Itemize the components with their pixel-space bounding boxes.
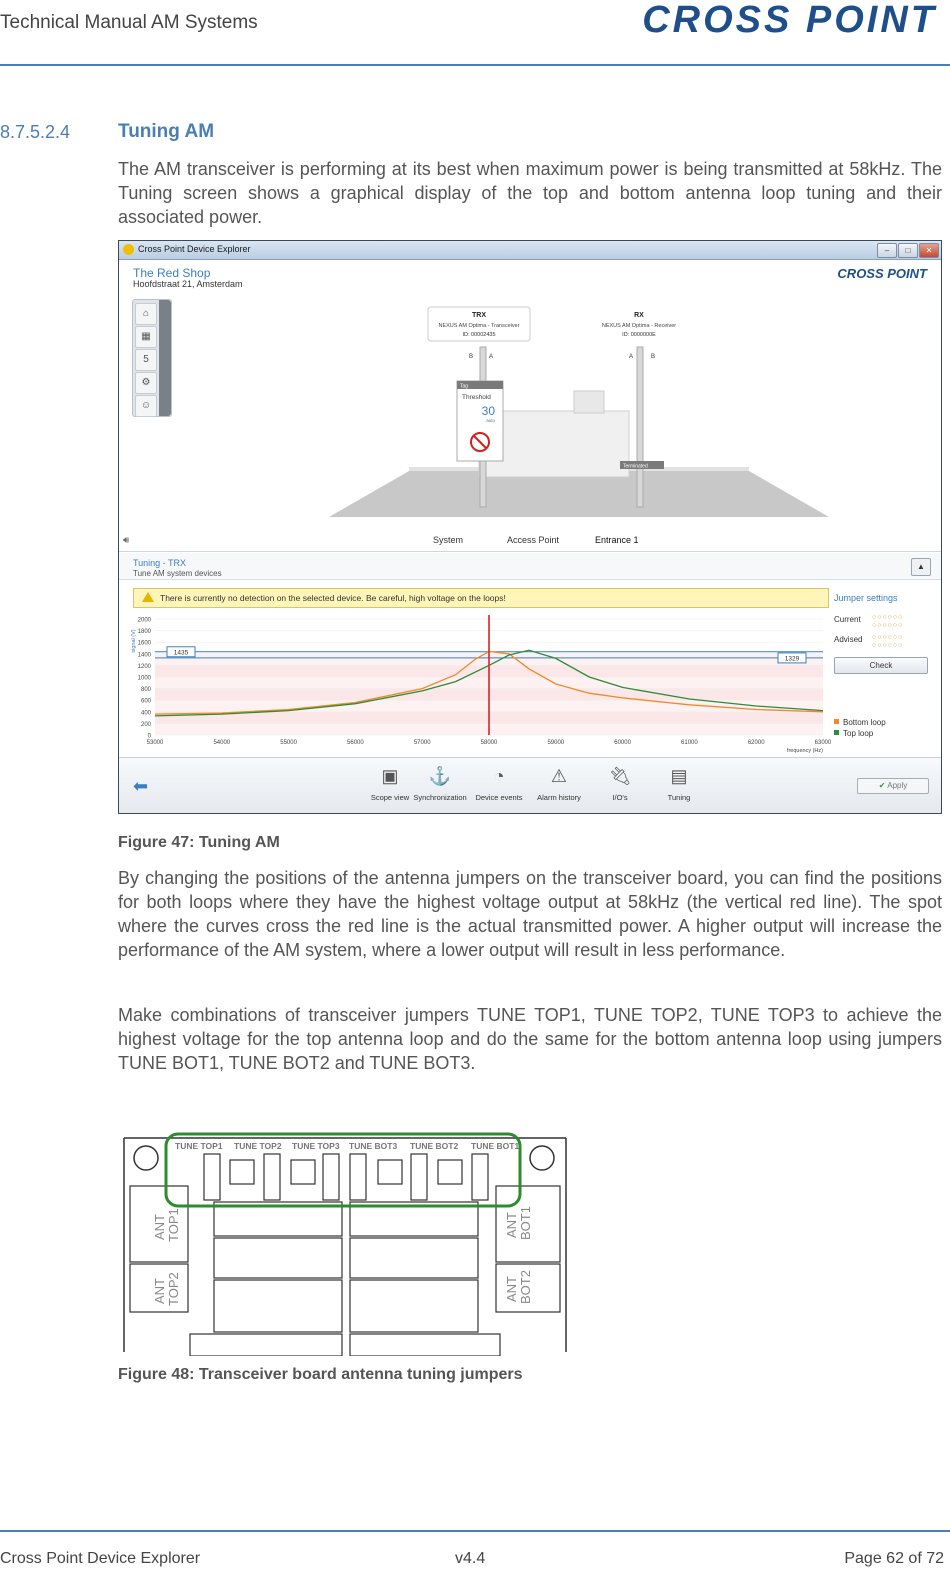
tuning-button[interactable]: ▤ Tuning <box>667 766 691 802</box>
svg-text:Terminated: Terminated <box>623 463 648 470</box>
ant-bot1-label-a: ANT <box>504 1212 519 1238</box>
home-icon[interactable]: ⌂ <box>135 303 157 325</box>
rx-antenna <box>637 347 643 507</box>
tuning-panel-header <box>119 553 941 580</box>
pad-4 <box>438 1160 462 1184</box>
y-tick-label: 1800 <box>137 629 151 636</box>
apply-button[interactable]: ✔ Apply <box>857 778 929 794</box>
x-tick-label: 60000 <box>614 740 631 746</box>
ant-top1-label-b: TOP1 <box>166 1208 181 1242</box>
svg-text:ID: 00002435: ID: 00002435 <box>462 332 496 338</box>
legend-top-loop: Top loop <box>834 728 886 739</box>
x-tick-label: 53000 <box>146 740 164 746</box>
close-button[interactable]: ✕ <box>919 243 939 258</box>
device-scene <box>319 301 839 521</box>
synchronization-button[interactable]: ⚓ Synchronization <box>413 766 467 802</box>
tuning-chart <box>119 613 831 763</box>
shop-address: Hoofdstraat 21, Amsterdam <box>133 279 243 289</box>
app-icon <box>123 244 134 255</box>
x-tick-label: 61000 <box>681 740 698 746</box>
jumper-label-top1: TUNE TOP1 <box>175 1141 223 1151</box>
svg-text:B: B <box>651 354 656 360</box>
check-button[interactable]: Check <box>834 657 928 674</box>
x-tick-label: 58000 <box>480 740 498 746</box>
advised-jumper-dots: ○○○○○○ ○○○○○○ <box>872 634 904 649</box>
nav-access-point[interactable]: Access Point <box>507 535 560 545</box>
reference-label-bottom: 1329 <box>784 655 800 663</box>
settings-icon[interactable]: ⚙ <box>135 372 157 394</box>
component-6 <box>350 1280 478 1332</box>
apply-check-icon: ✔ <box>878 781 886 790</box>
jumper-bot1 <box>472 1154 488 1200</box>
svg-text:Threshold: Threshold <box>462 394 491 401</box>
y-tick-label: 400 <box>140 710 151 717</box>
component-5 <box>350 1238 478 1278</box>
svg-text:TRX: TRX <box>472 312 486 319</box>
x-tick-label: 57000 <box>413 740 431 746</box>
footer-page: Page 62 of 72 <box>844 1550 944 1567</box>
jumper-title: Jumper settings <box>834 593 898 603</box>
scope-view-button[interactable]: ▣ Scope view <box>370 766 410 802</box>
svg-text:NEXUS AM Optima - Transceiver: NEXUS AM Optima - Transceiver <box>438 323 520 329</box>
toolbar-tab[interactable] <box>159 300 171 416</box>
svg-text:A: A <box>629 354 634 360</box>
register <box>574 391 604 413</box>
pad-1 <box>230 1160 254 1184</box>
current-jumper-dots: ○○○○○○ ○○○○○○ <box>872 614 904 629</box>
header-rule <box>0 64 950 66</box>
jumper-top2 <box>264 1154 280 1200</box>
explain-paragraph: By changing the positions of the antenna jumpers on the transceiver board, you can find the positions for both loops where they have the highest voltage output at 58kHz (the vertical red line). The spot where the curves cross the red line is the actual transmitted power. A higher output will increase the performance of the AM system, where a lower output will result in less performance. <box>118 868 942 960</box>
ant-bot2-label-b: BOT2 <box>518 1270 533 1304</box>
maximize-button[interactable]: □ <box>898 243 918 258</box>
scope-icon: ▣ <box>381 766 399 786</box>
mounting-hole-right <box>530 1146 554 1170</box>
jumper-label-top2: TUNE TOP2 <box>234 1141 282 1151</box>
jumper-current-label: Current <box>834 615 861 624</box>
side-toolbar <box>132 299 172 417</box>
ant-top2-label-b: TOP2 <box>166 1272 181 1306</box>
section-title: Tuning AM <box>118 121 215 142</box>
header-title: Technical Manual AM Systems <box>0 12 258 33</box>
component-3 <box>214 1280 342 1332</box>
bottom-toolbar <box>119 757 941 814</box>
jumper-top3 <box>323 1154 339 1200</box>
svg-text:NEXUS AM Optima - Receiver: NEXUS AM Optima - Receiver <box>601 323 677 329</box>
y-axis-label: signal (V) <box>131 629 137 653</box>
svg-text:A: A <box>489 354 494 360</box>
numbering-icon[interactable]: 5 <box>135 349 157 371</box>
nav-system[interactable]: System <box>433 535 464 545</box>
ant-top2-label-a: ANT <box>152 1278 167 1304</box>
plug-icon: 🔌︎ <box>608 766 632 786</box>
svg-text:B: B <box>469 354 474 360</box>
svg-text:ID: 0000000E: ID: 0000000E <box>622 332 656 338</box>
jumper-advised-label: Advised <box>834 635 863 644</box>
breadcrumb-nav <box>119 529 941 552</box>
floor <box>329 471 829 517</box>
warning-icon <box>142 592 154 602</box>
y-tick-label: 0 <box>147 733 151 740</box>
figure-47-caption: Figure 47: Tuning AM <box>118 834 280 851</box>
x-tick-label: 62000 <box>747 740 765 746</box>
svg-text:auto: auto <box>486 418 495 423</box>
ant-bot1-label-b: BOT1 <box>518 1206 533 1240</box>
figure-48-caption: Figure 48: Transceiver board antenna tuning jumpers <box>118 1366 523 1383</box>
back-arrow-icon[interactable]: ⬅ <box>133 776 149 796</box>
jumper-label-top3: TUNE TOP3 <box>292 1141 340 1151</box>
pad-3 <box>378 1160 402 1184</box>
events-icon: ◔ <box>493 766 505 786</box>
svg-text:CROSS POINT: CROSS POINT <box>837 266 927 281</box>
chart-legend <box>834 717 886 739</box>
y-tick-label: 1200 <box>137 663 151 670</box>
x-tick-label: 59000 <box>547 740 565 746</box>
connector-1 <box>190 1334 342 1356</box>
mounting-hole-left <box>134 1146 158 1170</box>
jumper-label-bot3: TUNE BOT3 <box>349 1141 398 1151</box>
connector-2 <box>350 1334 500 1356</box>
transceiver-board-diagram <box>118 1130 578 1356</box>
alarm-icon: ⚠ <box>550 766 568 786</box>
jumper-bot2 <box>411 1154 427 1200</box>
logo-text: CROSS POINT <box>642 0 937 40</box>
component-2 <box>214 1238 342 1278</box>
jumper-settings <box>834 593 934 733</box>
section-number: 8.7.5.2.4 <box>0 122 71 142</box>
y-tick-label: 200 <box>140 721 151 728</box>
cross-point-logo <box>612 0 942 40</box>
x-tick-label: 54000 <box>213 740 231 746</box>
jumper-bot3 <box>350 1154 366 1200</box>
intro-paragraph: The AM transceiver is performing at its best when maximum power is being transmitted at 58kHz. The Tuning screen shows a graphical display of the top and bottom antenna loop tuning and their associated power. <box>118 159 942 227</box>
footer-left: Cross Point Device Explorer <box>0 1550 201 1567</box>
combos-paragraph: Make combinations of transceiver jumpers TUNE TOP1, TUNE TOP2, TUNE TOP3 to achieve the highest voltage for the top antenna loop and do the same for the bottom antenna loop using jumpers TUNE BOT1, TUNE BOT2 and TUNE BOT3. <box>118 1005 942 1073</box>
anchor-icon: ⚓ <box>428 766 452 786</box>
tuning-screenshot <box>118 240 942 814</box>
x-tick-label: 55000 <box>280 740 297 746</box>
y-tick-label: 600 <box>140 698 151 705</box>
y-tick-label: 1000 <box>137 675 151 682</box>
device-events-button[interactable]: ◔ Device events <box>475 766 523 802</box>
tuning-icon: ▤ <box>670 766 688 786</box>
y-tick-label: 1400 <box>137 652 151 659</box>
devices-icon[interactable]: ▦ <box>135 326 157 348</box>
footer-rule <box>0 1530 950 1532</box>
ant-top1-label-a: ANT <box>152 1214 167 1240</box>
panel-subtitle: Tune AM system devices <box>133 569 222 578</box>
minimize-button[interactable]: – <box>877 243 897 258</box>
io-button[interactable]: 🔌︎ I/O's <box>608 766 632 802</box>
warning-text: There is currently no detection on the selected device. Be careful, high voltage on the loops! <box>160 593 506 603</box>
user-icon[interactable]: ☺ <box>135 395 157 417</box>
collapse-button[interactable]: ▲ <box>911 558 931 576</box>
ant-bot2-label-a: ANT <box>504 1276 519 1302</box>
app-logo <box>819 265 929 281</box>
legend-bottom-loop: Bottom loop <box>834 717 886 728</box>
footer-version: v4.4 <box>455 1550 486 1567</box>
window-title: Cross Point Device Explorer <box>138 244 251 254</box>
window-titlebar <box>119 241 941 260</box>
y-tick-label: 800 <box>140 687 151 694</box>
jumper-label-bot1: TUNE BOT1 <box>471 1141 520 1151</box>
svg-text:RX: RX <box>634 312 644 319</box>
nav-entrance[interactable]: Entrance 1 <box>595 535 639 545</box>
jumper-top1 <box>204 1154 220 1200</box>
alarm-history-button[interactable]: ⚠ Alarm history <box>537 766 581 802</box>
warning-banner <box>133 588 829 608</box>
x-tick-label: 63000 <box>814 740 831 746</box>
y-tick-label: 1600 <box>137 640 151 647</box>
reference-label-top: 1435 <box>173 649 189 657</box>
speaker-icon[interactable]: 🔊︎ <box>123 535 130 546</box>
y-tick-label: 2000 <box>137 617 151 624</box>
jumper-label-bot2: TUNE BOT2 <box>410 1141 459 1151</box>
x-tick-label: 56000 <box>347 740 364 746</box>
panel-title: Tuning - TRX <box>133 558 187 568</box>
svg-text:30: 30 <box>481 404 495 418</box>
shop-name: The Red Shop <box>133 266 211 280</box>
x-axis-label: frequency (Hz) <box>786 748 823 754</box>
svg-text:Tag: Tag <box>460 383 469 390</box>
pad-2 <box>291 1160 315 1184</box>
